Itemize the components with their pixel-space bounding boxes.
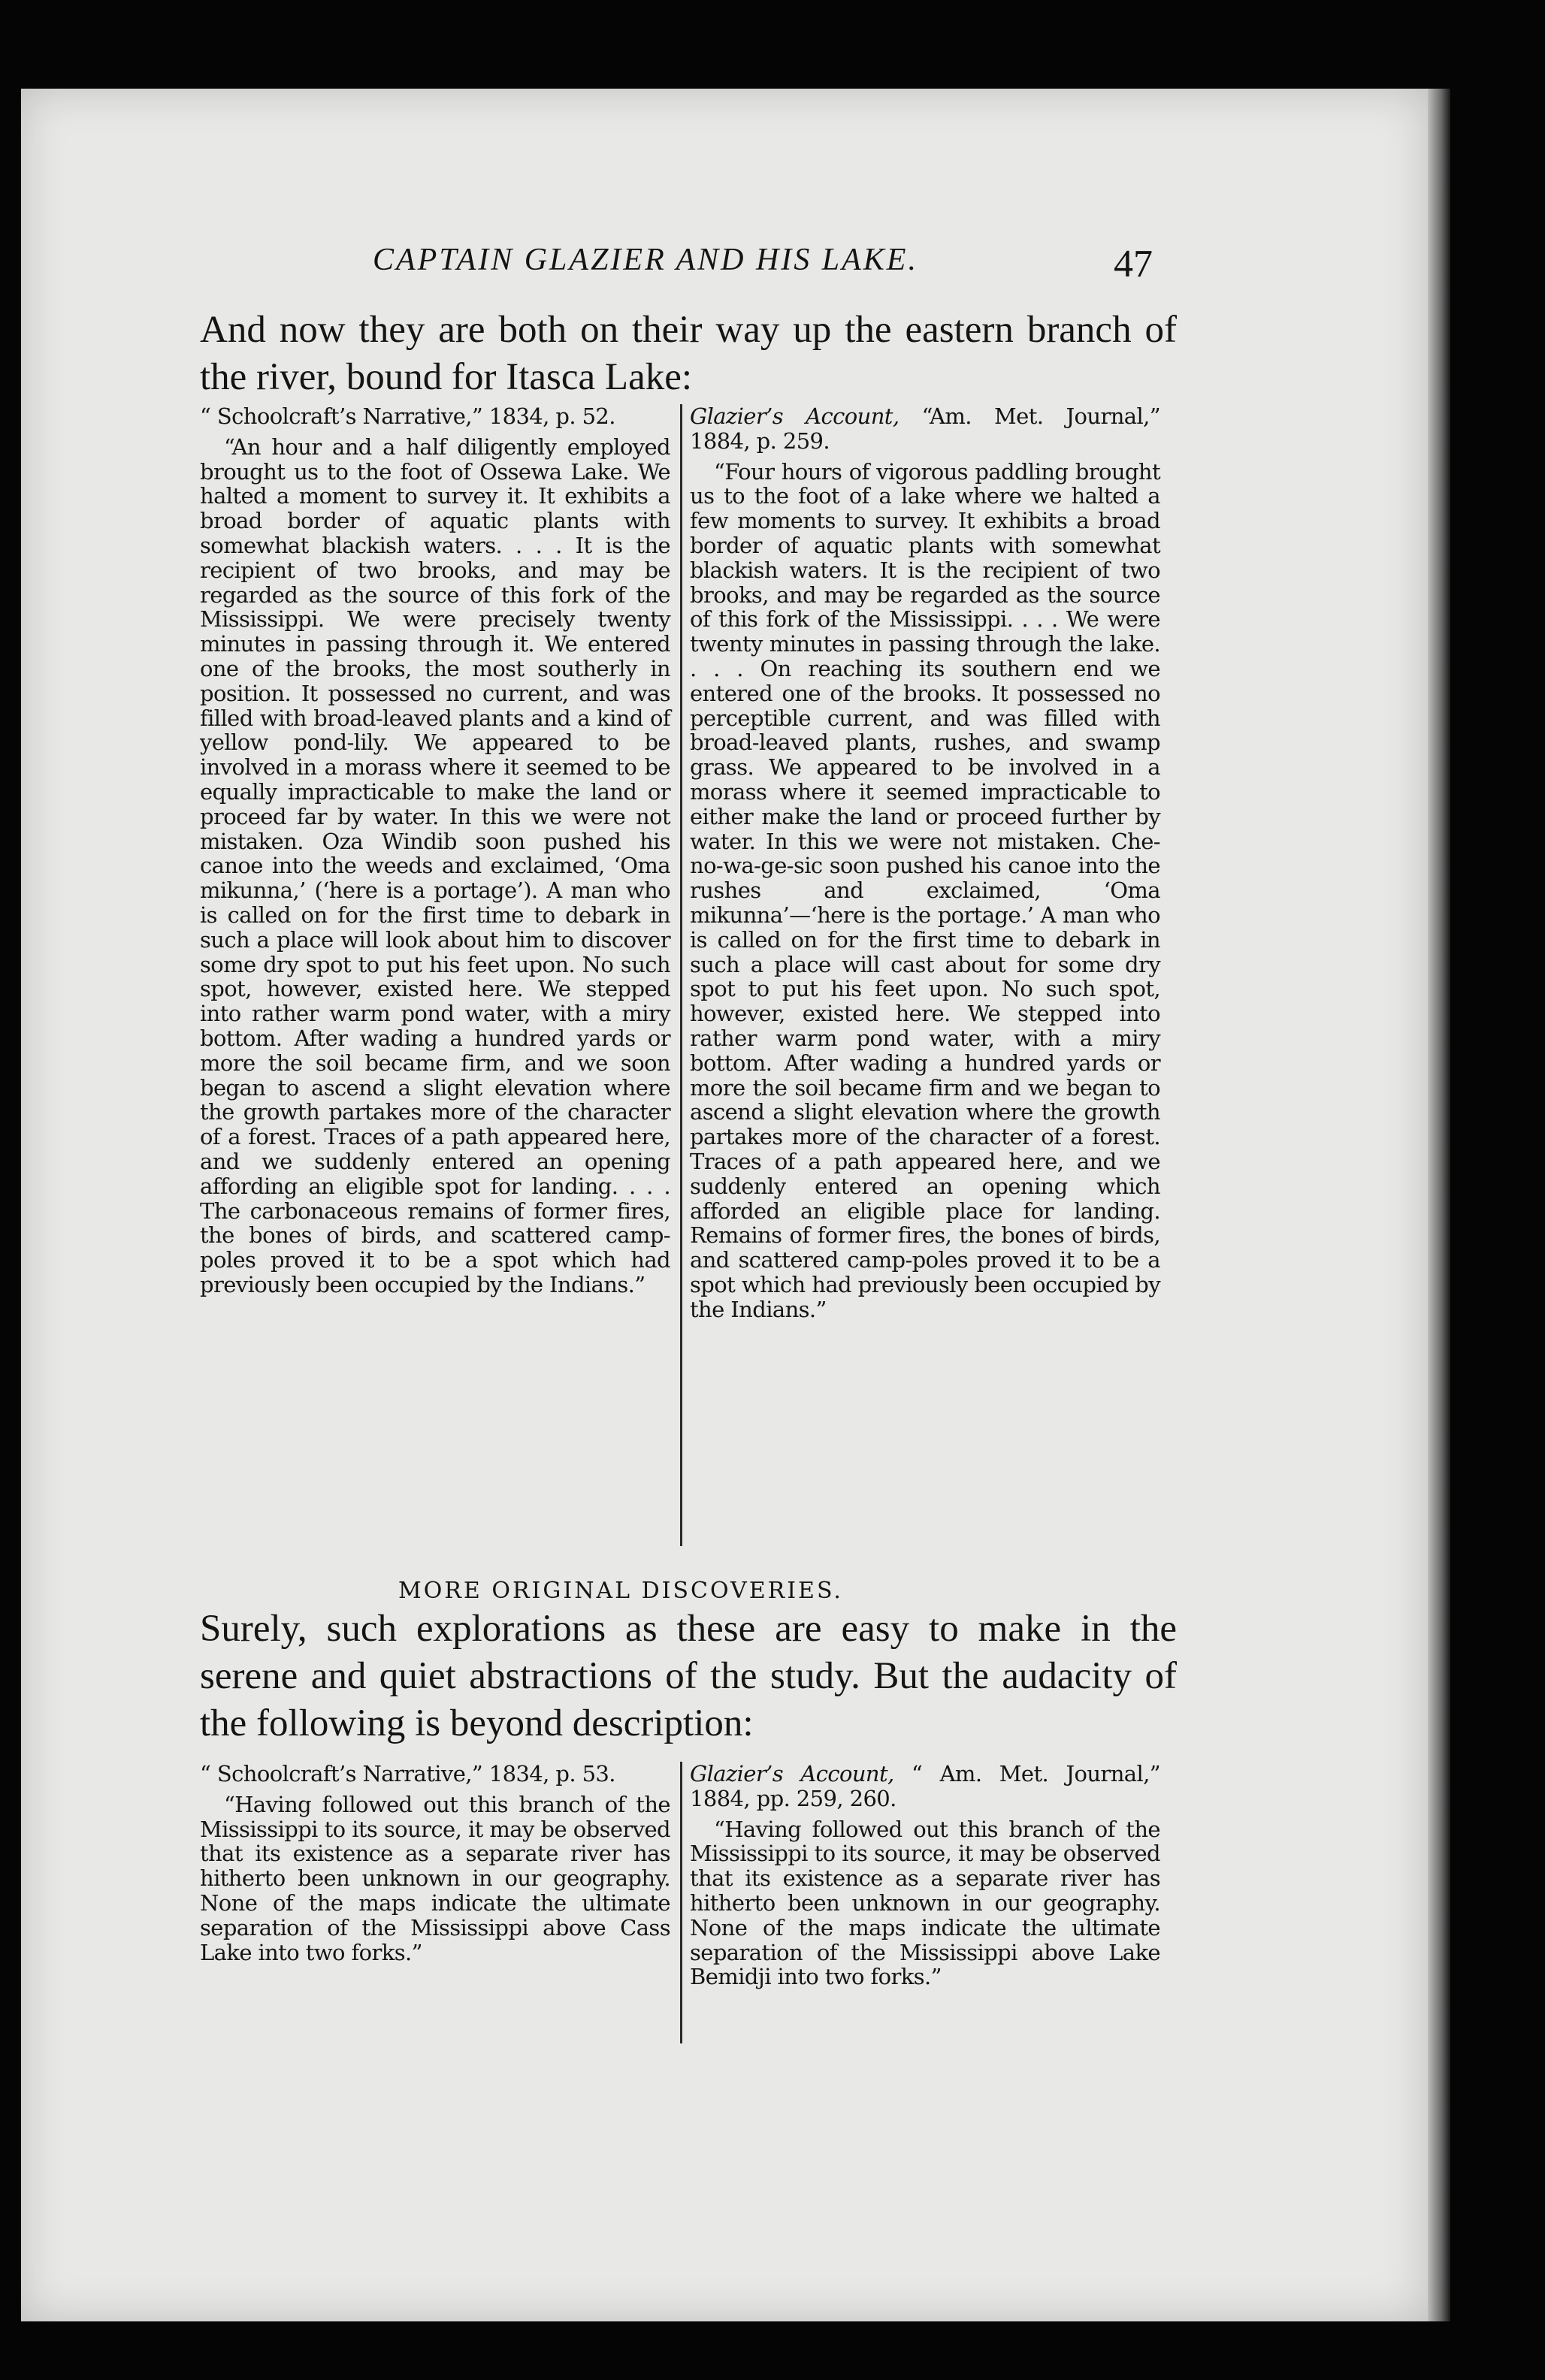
section-heading [21,1578,1428,1604]
schoolcraft-column-2 [200,1762,670,1965]
schoolcraft-column-1 [200,404,670,1297]
page-edge [1428,89,1450,2321]
schoolcraft-quote-2: “Having followed out this branch of the Mississippi to its source, it may be observed that its existence as a separate river has hitherto been unknown in our geography. None of the maps indicate the ultimate separation of the Mississippi above Cass Lake into two forks.” [200,1791,670,1965]
glazier-source-title-1: Glazier’s Account, [690,403,899,429]
schoolcraft-quote-1: “An hour and a half diligently employed brought us to the foot of Ossewa Lake. We halted a moment to survey it. It exhibits a broad border of aquatic plants with somewhat blackish waters. . . . It is the recipient of two brooks, and may be regarded as the source of this fork of the Mississippi. We were precisely twenty minutes in passing through it. We entered one of the brooks, the most southerly in position. It possessed no current, and was filled with broad-leaved plants and a kind of yellow pond-lily. We appeared to be involved in a morass where it seemed to be equally impracticable to make the land or proceed far by water. In this we were not mistaken. Oza Windib soon pushed his canoe into the weeds and exclaimed, ‘Oma mikunna,’ (‘here is a portage’). A man who is called on for the first time to debark in such a place will look about him to discover some dry spot to put his feet upon. No such spot, however, existed here. We stepped into rather warm pond water, with a miry bottom. After wading a hundred yards or more the soil became firm, and we soon began to ascend a slight elevation where the growth partakes more of the character of a forest. Traces of a path appeared here, and we suddenly entered an opening affording an eligible spot for landing. . . . The carbonaceous remains of former fires, the bones of birds, and scattered camp-poles proved it to be a spot which had previously been occupied by the Indians.” [200,433,670,1297]
glazier-quote-2: “Having followed out this branch of the Mississippi to its source, it may be observed that its existence as a separate river has hitherto been unknown in our geography. None of the maps indicate the ultimate separation of the Mississippi above Lake Bemidji into two forks.” [690,1816,1160,1990]
glazier-source-rest-2: “ Am. Met. Journal,” 1884, pp. 259, 260. [690,1761,1160,1811]
column-divider-1 [680,404,682,1546]
intro-paragraph-1: And now they are both on their way up the eastern branch of the river, bound for Itasca Lake: [200,309,1177,398]
glazier-source-title-2: Glazier’s Account, [690,1761,894,1787]
schoolcraft-source-2: “ Schoolcraft’s Narrative,” 1834, p. 53. [200,1761,615,1787]
glazier-column-1 [690,404,1160,1321]
glazier-source-2 [690,1762,1160,1811]
glazier-quote-1: “Four hours of vigorous paddling brought us to the foot of a lake where we halted a few moments to survey. It exhibits a broad border of aquatic plants with somewhat blackish waters. It is the recipient of two brooks, and may be regarded as the source of this fork of the Mississippi. . . . We were twenty minutes in passing through the lake. . . . On reaching its southern end we entered one of the brooks. It possessed no perceptible current, and was filled with broad-leaved plants, rushes, and swamp grass. We appeared to be involved in a morass where it seemed impracticable to either make the land or proceed further by water. In this we were not mistaken. Che-no-wa-ge-sic soon pushed his canoe into the rushes and exclaimed, ‘Oma mikunna’—‘here is the portage.’ A man who is called on for the first time to debark in such a place will cast about for some dry spot to put his feet upon. No such spot, however, existed here. We stepped into rather warm pond water, with a miry bottom. After wading a hundred yards or more the soil became firm and we began to ascend a slight elevation where the growth partakes more of the character of a forest. Traces of a path appeared here, and we suddenly entered an opening which afforded an eligible place for landing. Remains of former fires, the bones of birds, and scattered camp-poles proved it to be a spot which had previously been occupied by the Indians.” [690,458,1160,1322]
glazier-source-rest-1: “Am. Met. Journal,” 1884, p. 259. [690,403,1160,454]
glazier-column-2 [690,1762,1160,1989]
schoolcraft-source-1: “ Schoolcraft’s Narrative,” 1834, p. 52. [200,403,615,429]
section-heading-text: MORE ORIGINAL DISCOVERIES. [398,1578,843,1604]
running-head: CAPTAIN GLAZIER AND HIS LAKE. [373,243,918,277]
glazier-source-1 [690,404,1160,454]
intro-paragraph-2: Surely, such explorations as these are easy to make in the serene and quiet abstractions of the study. But the audacity of the following is beyond description: [200,1608,1177,1744]
column-divider-2 [680,1762,682,2043]
page-number: 47 [1114,243,1153,285]
